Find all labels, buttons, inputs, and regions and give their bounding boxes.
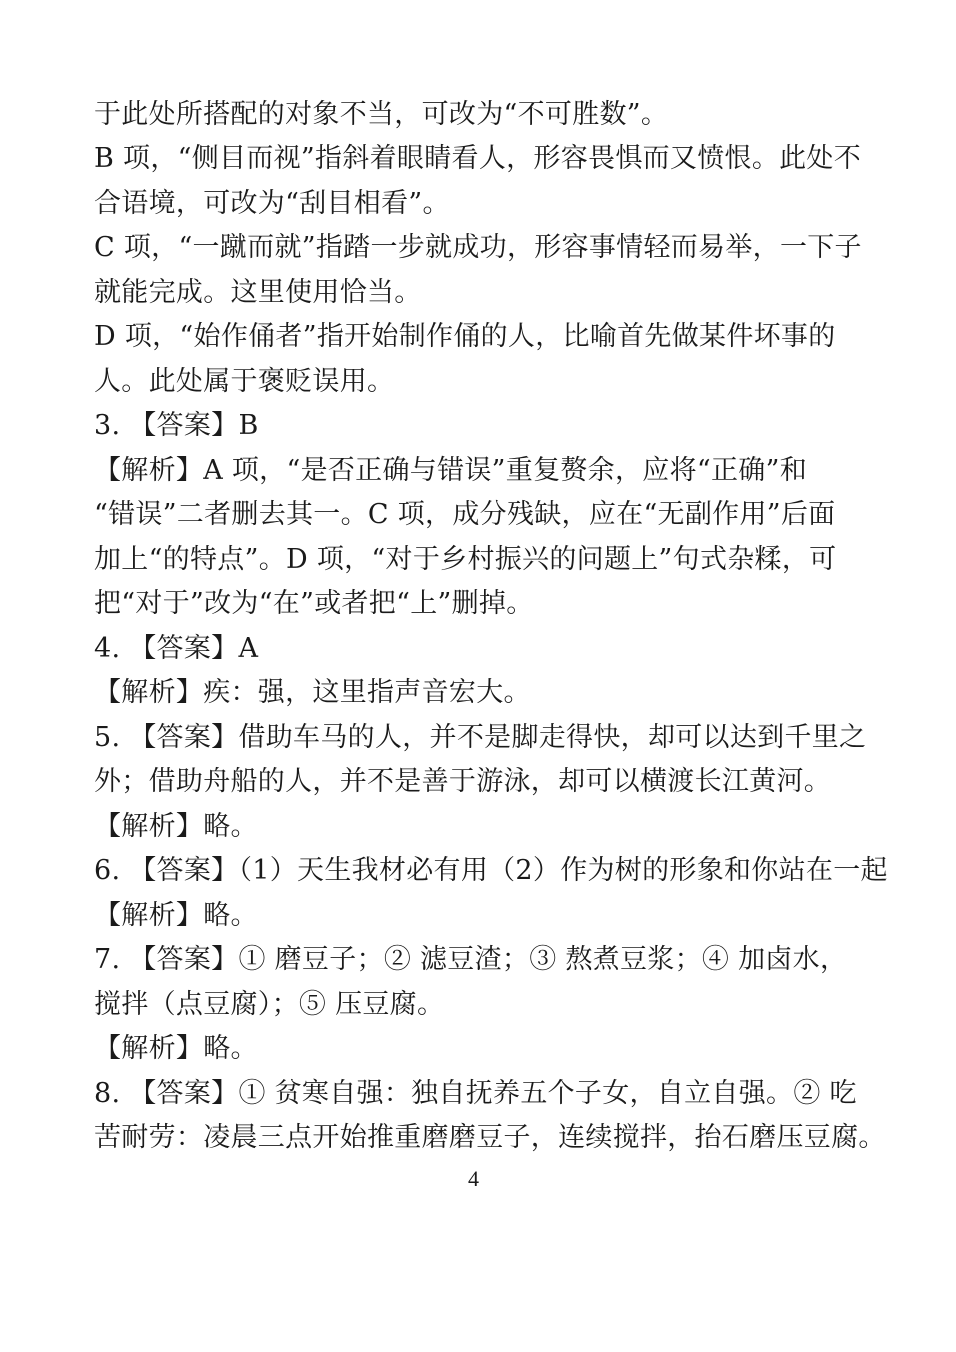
text-line: 【解析】A 项，“是否正确与错误”重复赘余，应将“正确”和 [94,455,807,486]
page-number: 4 [468,1166,479,1191]
text-line: 苦耐劳：凌晨三点开始推重磨磨豆子，连续搅拌，抬石磨压豆腐。 [94,1122,886,1153]
text-line: D 项，“始作俑者”指开始制作俑的人，比喻首先做某件坏事的 [94,321,836,352]
text-line: “错误”二者删去其一。C 项，成分残缺，应在“无副作用”后面 [94,499,836,530]
answer-line: 4. 【答案】A [94,633,259,664]
text-line: 【解析】略。 [94,1033,258,1064]
answer-line: 6. 【答案】（1）天生我材必有用（2）作为树的形象和你站在一起 [94,855,888,886]
answer-line: 5. 【答案】借助车马的人，并不是脚走得快，却可以达到千里之 [94,722,867,753]
text-line: 人。此处属于褒贬误用。 [94,366,395,397]
text-line: 【解析】略。 [94,900,258,931]
text-line: C 项，“一蹴而就”指踏一步就成功，形容事情轻而易举，一下子 [94,232,862,263]
text-line: 搅拌（点豆腐）；⑤ 压豆腐。 [94,989,445,1020]
text-line: 就能完成。这里使用恰当。 [94,277,422,308]
answer-line: 8. 【答案】① 贫寒自强：独自抚养五个子女，自立自强。② 吃 [94,1078,857,1109]
text-line: 于此处所搭配的对象不当，可改为“不可胜数”。 [94,99,669,130]
text-line: 外；借助舟船的人，并不是善于游泳，却可以横渡长江黄河。 [94,766,832,797]
text-line: 【解析】疾：强，这里指声音宏大。 [94,677,531,708]
answer-line: 7. 【答案】① 磨豆子；② 滤豆渣；③ 熬煮豆浆；④ 加卤水， [94,944,848,975]
text-line: 加上“的特点”。D 项，“对于乡村振兴的问题上”句式杂糅，可 [94,544,837,575]
answer-line: 3. 【答案】B [94,410,259,441]
text-line: 把“对于”改为“在”或者把“上”删掉。 [94,588,534,619]
text-line: 合语境，可改为“刮目相看”。 [94,188,450,219]
text-line: B 项，“侧目而视”指斜着眼睛看人，形容畏惧而又愤恨。此处不 [94,143,862,174]
text-line: 【解析】略。 [94,811,258,842]
